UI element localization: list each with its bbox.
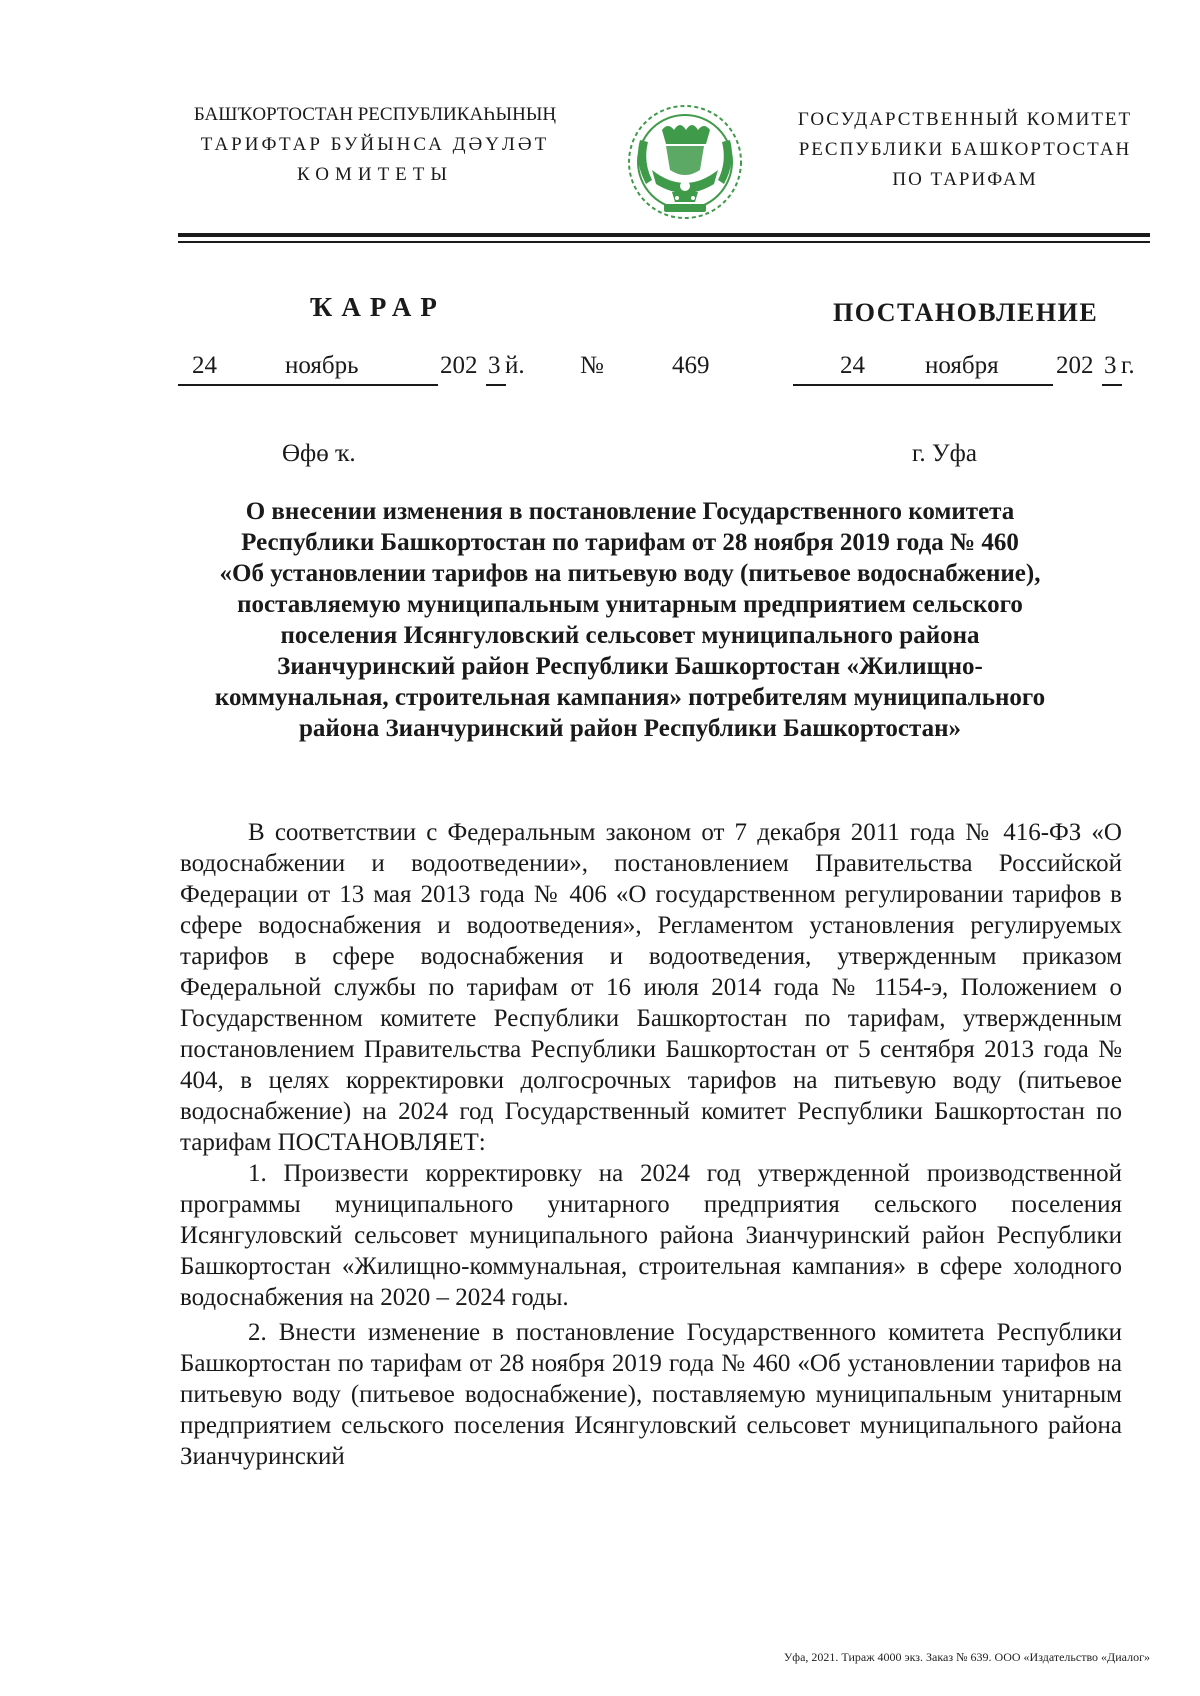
city-bashkir: Өфө ҡ. [282,440,356,467]
coat-of-arms-icon [622,100,748,236]
header-russian [780,105,1150,195]
date-right-year-digit: 3 [1104,352,1117,379]
header-bashkir-line-2: ТАРИФТАР БУЙЫНСА ДӘҮЛӘТ [200,134,550,155]
title-line: поселения Исянгуловский сельсовет муниципального района [280,622,980,649]
title-line: поставляемую муниципальным унитарным предприятием сельского [237,591,1023,618]
header-divider-thin [178,241,1150,243]
printer-footer: Уфа, 2021. Тираж 4000 экз. Заказ № 639. ООО «Издательство «Диалог» [783,1650,1150,1664]
date-right-year-suffix: г. [1121,352,1135,379]
date-left-year-underline [486,384,506,386]
header-divider-thick [178,233,1150,237]
document-body [180,817,1122,1472]
date-right-year-prefix: 202 [1056,352,1094,379]
date-right-month: ноября [925,352,999,379]
title-line: района Зианчуринский район Республики Башкортостан» [299,715,961,742]
header-russian-line-2: РЕСПУБЛИКИ БАШКОРТОСТАН [798,139,1132,160]
date-right-year-underline [1102,384,1122,386]
title-line: Республики Башкортостан по тарифам от 28 ноября 2019 года № 460 [241,529,1019,556]
header-bashkir [160,100,590,190]
header-bashkir-line-3: КОМИТЕТЫ [297,164,453,185]
date-left-year-prefix: 202 [440,352,478,379]
document-title [150,496,1110,744]
date-right-day: 24 [840,352,865,379]
title-line: коммунальная, строительная кампания» потребителям муниципального [214,684,1046,711]
item-2-paragraph: 2. Внести изменение в постановление Государственного комитета Республики Башкортостан по тарифам от 28 ноября 2019 года № 460 «Об установлении тарифов на питьевую воду (питьевое водоснабжение), поставляемую муниципальным унитарным предприятием сельского поселения Исянгуловский сельсовет муниципального района Зианчуринский [180,1319,1122,1470]
title-line: О внесении изменения в постановление Государственного комитета [245,498,1015,525]
doc-type-russian: ПОСТАНОВЛЕНИЕ [833,298,1099,327]
title-line: Зианчуринский район Республики Башкортостан «Жилищно- [277,653,983,680]
date-right-underline [793,384,1053,386]
doc-type-bashkir: ҠАРАР [310,292,446,322]
date-left-month: ноябрь [285,352,359,379]
date-left-underline [178,384,438,386]
title-line: «Об установлении тарифов на питьевую воду (питьевое водоснабжение), [219,560,1041,587]
header-russian-line-1: ГОСУДАРСТВЕННЫЙ КОМИТЕТ [797,109,1133,130]
date-left-day: 24 [192,352,217,379]
date-left-year-suffix: й. [505,352,525,379]
item-1-paragraph: 1. Произвести корректировку на 2024 год утвержденной производственной программы муниципального унитарного предприятия сельского поселения Исянгуловский сельсовет муниципального района Зианчуринский район Республики Башкортостан «Жилищно-коммунальная, строительная кампания» в сфере холодного водоснабжения на 2020 – 2024 годы. [180,1160,1122,1311]
city-russian: г. Уфа [912,440,977,467]
document-number: 469 [672,352,710,379]
number-sign: № [580,352,604,379]
header-russian-line-3: ПО ТАРИФАМ [892,169,1038,190]
header-bashkir-line-1: БАШҠОРТОСТАН РЕСПУБЛИКАҺЫНЫҢ [193,104,557,125]
preamble-paragraph: В соответствии с Федеральным законом от 7 декабря 2011 года № 416-ФЗ «О водоснабжении и водоотведении», постановлением Правительства Российской Федерации от 13 мая 2013 года № 406 «О государственном регулировании тарифов в сфере водоснабжения и водоотведения», Регламентом установления регулируемых тарифов в сфере водоснабжения и водоотведения, утвержденным приказом Федеральной службы по тарифам от 16 июля 2014 года № 1154-э, Положением о Государственном комитете Республики Башкортостан по тарифам, утвержденным постановлением Правительства Республики Башкортостан от 5 сентября 2013 года № 404, в целях корректировки долгосрочных тарифов на питьевую воду (питьевое водоснабжение) на 2024 год Государственный комитет Республики Башкортостан по тарифам ПОСТАНОВЛЯЕТ: [180,819,1122,1156]
date-left-year-digit: 3 [488,352,501,379]
